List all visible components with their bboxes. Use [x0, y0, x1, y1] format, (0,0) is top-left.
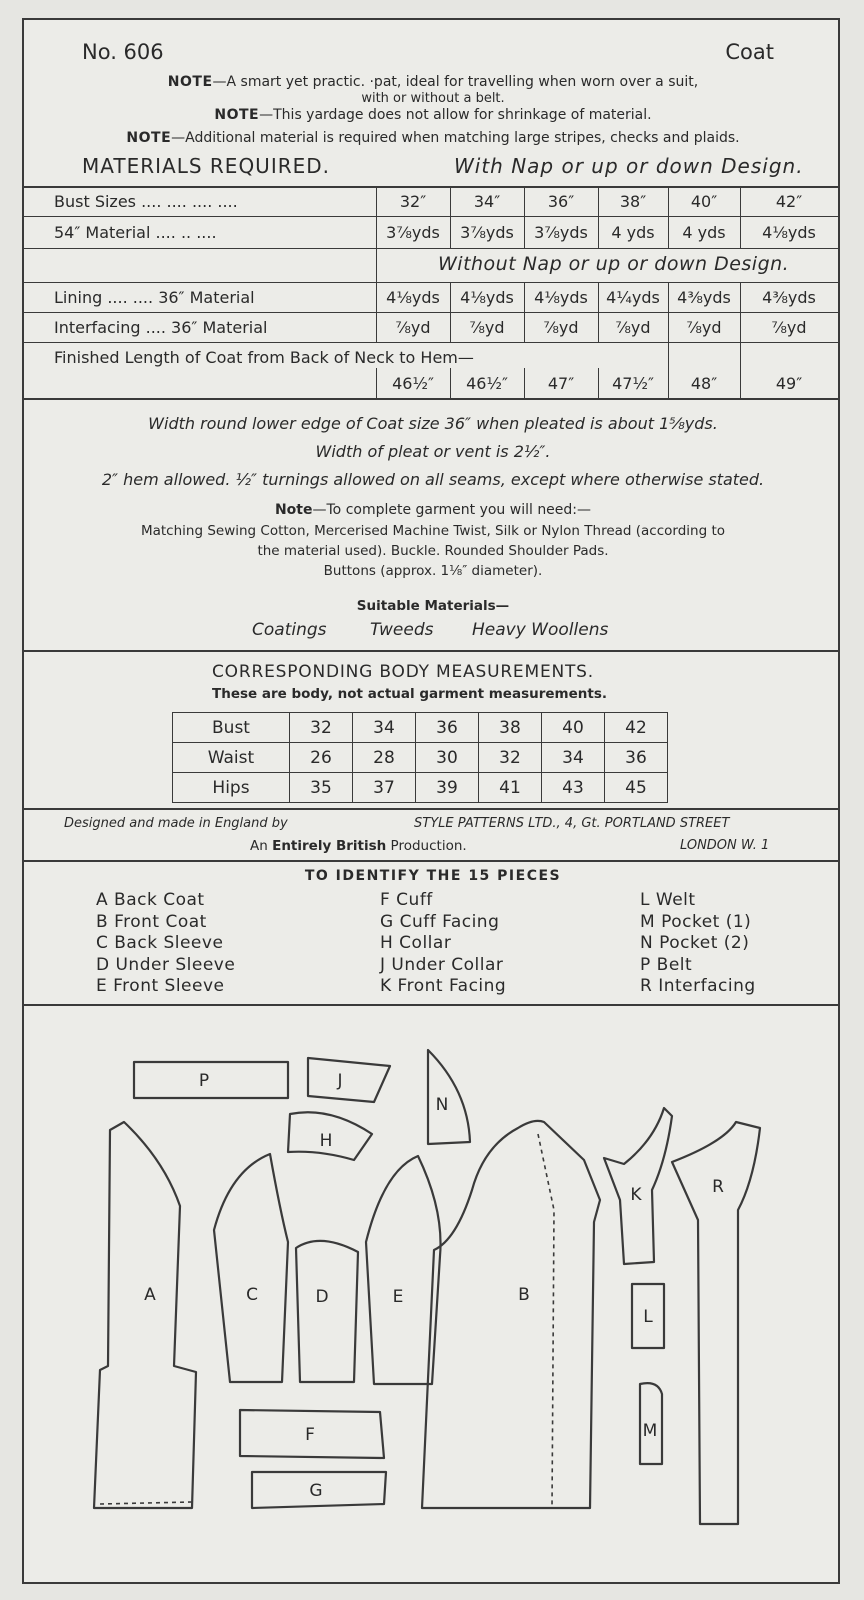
- rule: [24, 398, 838, 400]
- piece-n-pocket: [428, 1050, 470, 1144]
- rule: [24, 282, 838, 283]
- table-cell: 36: [416, 713, 479, 743]
- size-cell: 34″: [473, 192, 501, 211]
- yardage-cell: 4⅜yds: [677, 288, 731, 307]
- col-rule: [376, 248, 377, 282]
- size-cell: 42″: [775, 192, 803, 211]
- with-nap-heading: With Nap or up or down Design.: [454, 154, 804, 178]
- piece-label: A: [144, 1285, 156, 1305]
- yardage-cell: 4 yds: [682, 223, 726, 242]
- yardage-cell: ⅞yd: [395, 318, 431, 337]
- piece-item: B Front Coat: [96, 911, 207, 932]
- width-lower-edge: Width round lower edge of Coat size 36″ when pleated is about 1⅝yds.: [148, 414, 718, 433]
- rule: [24, 1004, 838, 1006]
- width-pleat: Width of pleat or vent is 2½″.: [315, 442, 551, 461]
- table-cell: 41: [479, 773, 542, 803]
- pattern-layout-diagram: [24, 1010, 838, 1570]
- table-row: [173, 773, 668, 803]
- materials-title: MATERIALS REQUIRED.: [82, 154, 331, 178]
- table-cell: 30: [416, 743, 479, 773]
- note-1: NOTE—A smart yet practic. ·pat, ideal for travelling when worn over a suit,: [167, 74, 699, 90]
- yardage-cell: 4 yds: [611, 223, 655, 242]
- table-cell: 32: [290, 713, 353, 743]
- yardage-cell: 3⅞yds: [460, 223, 514, 242]
- piece-label: P: [198, 1071, 210, 1091]
- piece-item: K Front Facing: [380, 976, 507, 996]
- length-cell: 46½″: [392, 374, 434, 393]
- rule: [24, 216, 838, 217]
- yardage-cell: 3⅞yds: [386, 223, 440, 242]
- piece-label: H: [319, 1131, 333, 1151]
- yardage-cell: ⅞yd: [543, 318, 579, 337]
- notions-line-1: Matching Sewing Cotton, Mercerised Machine Twist, Silk or Nylon Thread (according to: [140, 523, 726, 539]
- notions-note: Note—To complete garment you will need:—: [274, 502, 592, 518]
- company-address: STYLE PATTERNS LTD., 4, Gt. PORTLAND STREET: [414, 816, 730, 831]
- suitable-material: Heavy Woollens: [472, 620, 609, 640]
- length-cell: 46½″: [466, 374, 508, 393]
- piece-label: D: [315, 1287, 329, 1307]
- piece-label: J: [337, 1071, 343, 1091]
- yardage-cell: ⅞yd: [686, 318, 722, 337]
- british-production: An Entirely British Production.: [250, 838, 467, 854]
- yardage-cell: 4¼yds: [606, 288, 660, 307]
- note-3: NOTE—Additional material is required when matching large stripes, checks and plaids.: [126, 130, 740, 146]
- table-row: [173, 743, 668, 773]
- length-cell: 47½″: [612, 374, 654, 393]
- table-cell: 45: [605, 773, 668, 803]
- table-cell: 35: [290, 773, 353, 803]
- row-label: Waist: [173, 743, 290, 773]
- piece-item: E Front Sleeve: [96, 976, 225, 996]
- size-cell: 40″: [690, 192, 718, 211]
- yardage-cell: 4⅛yds: [386, 288, 440, 307]
- rule: [24, 860, 838, 862]
- piece-label: F: [305, 1425, 315, 1445]
- row-label: Bust: [173, 713, 290, 743]
- rule: [24, 248, 838, 249]
- piece-d-under-sleeve: [296, 1241, 358, 1382]
- rule: [24, 312, 838, 313]
- rule: [24, 342, 838, 343]
- yardage-cell: ⅞yd: [469, 318, 505, 337]
- piece-label: K: [630, 1185, 642, 1205]
- table-cell: 32: [479, 743, 542, 773]
- piece-item: N Pocket (2): [640, 933, 750, 953]
- row-label: Hips: [173, 773, 290, 803]
- pattern-title: Coat: [725, 40, 774, 64]
- piece-label: R: [712, 1177, 724, 1197]
- piece-b-front-coat: [422, 1121, 600, 1508]
- piece-j-under-collar: [308, 1058, 390, 1102]
- piece-item: D Under Sleeve: [96, 954, 236, 975]
- pattern-envelope: [22, 18, 840, 1584]
- hem-allowance: 2″ hem allowed. ½″ turnings allowed on all seams, except where otherwise stated.: [101, 470, 765, 489]
- designed-by: Designed and made in England by: [64, 816, 288, 831]
- body-measurements-title: CORRESPONDING BODY MEASUREMENTS.: [212, 662, 594, 682]
- piece-item: G Cuff Facing: [380, 911, 500, 932]
- body-measurements-table: [172, 712, 668, 803]
- material54-label: 54″ Material .... .. ....: [54, 223, 217, 242]
- notions-line-2: the material used). Buckle. Rounded Shoulder Pads.: [257, 543, 609, 559]
- table-cell: 43: [542, 773, 605, 803]
- piece-item: R Interfacing: [640, 976, 756, 996]
- table-cell: 37: [353, 773, 416, 803]
- yardage-cell: 4⅛yds: [762, 223, 816, 242]
- table-row: [173, 713, 668, 743]
- table-cell: 34: [542, 743, 605, 773]
- piece-item: L Welt: [640, 890, 696, 910]
- piece-item: C Back Sleeve: [96, 933, 224, 953]
- notions-line-3: Buttons (approx. 1⅛″ diameter).: [323, 563, 543, 579]
- table-cell: 42: [605, 713, 668, 743]
- table-cell: 40: [542, 713, 605, 743]
- suitable-material: Coatings: [252, 620, 327, 640]
- table-cell: 28: [353, 743, 416, 773]
- piece-label: L: [643, 1307, 653, 1327]
- table-cell: 39: [416, 773, 479, 803]
- table-cell: 34: [353, 713, 416, 743]
- piece-label: M: [642, 1421, 658, 1441]
- piece-a-back-coat: [94, 1122, 196, 1508]
- piece-label: E: [392, 1287, 404, 1307]
- piece-p-belt: [134, 1062, 288, 1098]
- note-2: NOTE—This yardage does not allow for shrinkage of material.: [214, 107, 652, 123]
- piece-item: P Belt: [640, 954, 693, 975]
- size-cell: 32″: [399, 192, 427, 211]
- piece-c-back-sleeve: [214, 1154, 288, 1382]
- length-cell: 47″: [547, 374, 575, 393]
- yardage-cell: 4⅜yds: [762, 288, 816, 307]
- rule: [24, 186, 838, 188]
- bust-sizes-label: Bust Sizes .... .... .... ....: [54, 192, 238, 211]
- yardage-cell: ⅞yd: [771, 318, 807, 337]
- body-measurements-subtitle: These are body, not actual garment measurements.: [212, 686, 607, 702]
- interfacing-label: Interfacing .... 36″ Material: [54, 318, 268, 337]
- piece-label: C: [246, 1285, 258, 1305]
- length-cell: 48″: [690, 374, 718, 393]
- lining-label: Lining .... .... 36″ Material: [54, 288, 255, 307]
- piece-item: J Under Collar: [380, 954, 504, 975]
- yardage-cell: 4⅛yds: [534, 288, 588, 307]
- size-cell: 38″: [619, 192, 647, 211]
- without-nap-heading: Without Nap or up or down Design.: [438, 253, 790, 275]
- pattern-number: No. 606: [82, 40, 164, 64]
- company-city: LONDON W. 1: [680, 838, 770, 853]
- yardage-cell: 3⅞yds: [534, 223, 588, 242]
- piece-label: N: [435, 1095, 449, 1115]
- suitable-materials-label: Suitable Materials—: [356, 598, 510, 614]
- size-cell: 36″: [547, 192, 575, 211]
- piece-label: G: [309, 1481, 323, 1501]
- table-cell: 38: [479, 713, 542, 743]
- rule: [24, 808, 838, 810]
- piece-item: F Cuff: [380, 890, 433, 910]
- pieces-column-1: [96, 890, 235, 998]
- note-1-cont: with or without a belt.: [361, 91, 505, 106]
- pieces-column-2: [380, 890, 506, 998]
- table-cell: 26: [290, 743, 353, 773]
- length-label: Finished Length of Coat from Back of Neck to Hem—: [54, 348, 474, 367]
- piece-item: A Back Coat: [96, 890, 205, 910]
- pieces-title: TO IDENTIFY THE 15 PIECES: [304, 868, 562, 884]
- pieces-column-3: [640, 890, 756, 998]
- rule: [24, 650, 838, 652]
- yardage-cell: ⅞yd: [615, 318, 651, 337]
- piece-item: H Collar: [380, 933, 452, 953]
- piece-label: B: [518, 1285, 530, 1305]
- suitable-material: Tweeds: [370, 620, 434, 640]
- length-cell: 49″: [775, 374, 803, 393]
- yardage-cell: 4⅛yds: [460, 288, 514, 307]
- table-cell: 36: [605, 743, 668, 773]
- piece-item: M Pocket (1): [640, 911, 752, 932]
